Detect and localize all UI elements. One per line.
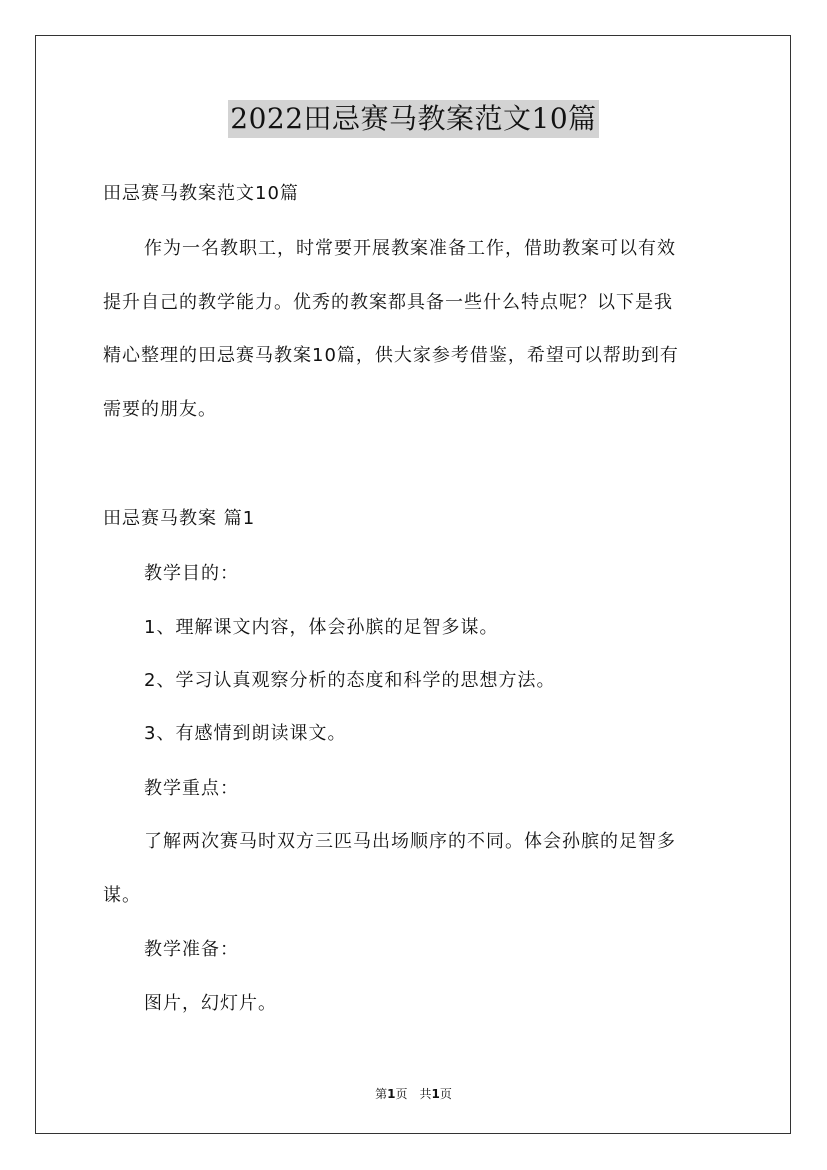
intro-line-3: 精心整理的田忌赛马教案10篇，供大家参考借鉴，希望可以帮助到有 [103,345,679,366]
goals-label: 教学目的： [144,563,239,584]
prep-text: 图片，幻灯片。 [144,993,277,1014]
footer-page-number: 1 [387,1087,396,1101]
focus-line-1: 了解两次赛马时双方三匹马出场顺序的不同。体会孙膑的足智多 [144,831,676,852]
footer-page-suffix: 页 [439,1087,452,1101]
goal-item-2: 2、学习认真观察分析的态度和科学的思想方法。 [144,670,556,691]
goal-item-3: 3、有感情到朗读课文。 [144,723,347,744]
prep-label: 教学准备： [144,939,239,960]
footer-page-prefix: 第 [375,1087,388,1101]
goal-item-1: 1、理解课文内容，体会孙膑的足智多谋。 [144,617,499,638]
footer-page-mid: 页 共 [395,1087,432,1101]
document-subtitle: 田忌赛马教案范文10篇 [103,183,299,204]
page-footer [0,1085,827,1102]
focus-label: 教学重点： [144,778,239,799]
focus-line-2: 谋。 [103,885,141,906]
footer-page-total: 1 [431,1087,440,1101]
section-heading: 田忌赛马教案 篇1 [103,508,256,529]
intro-line-2: 提升自己的教学能力。优秀的教案都具备一些什么特点呢？以下是我 [103,292,673,313]
intro-line-4: 需要的朋友。 [103,399,217,420]
document-title: 2022田忌赛马教案范文10篇 [228,100,598,138]
intro-line-1: 作为一名教职工，时常要开展教案准备工作，借助教案可以有效 [144,238,676,259]
title-container [0,100,827,138]
